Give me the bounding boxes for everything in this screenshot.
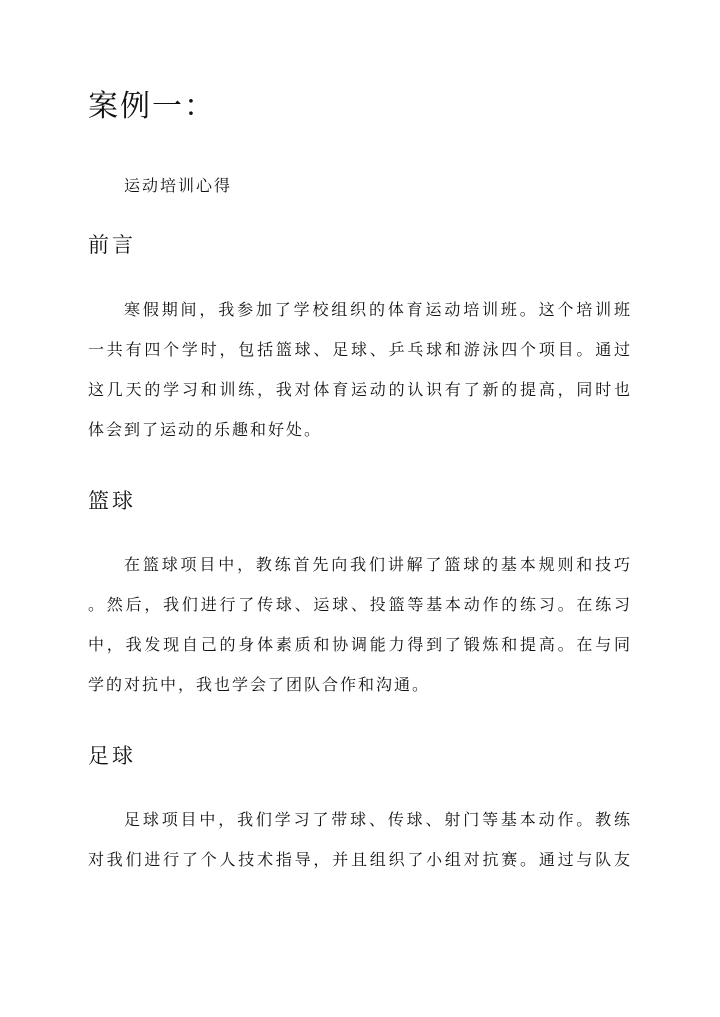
paragraph-line: 一共有四个学时，包括篮球、足球、乒乓球和游泳四个项目。通过 bbox=[88, 340, 630, 359]
paragraph-preface bbox=[88, 290, 630, 450]
paragraph-line: 足球项目中，我们学习了带球、传球、射门等基本动作。教练 bbox=[124, 810, 630, 829]
page-title: 案例一： bbox=[88, 89, 216, 124]
paragraph-line: 体会到了运动的乐趣和好处。 bbox=[88, 420, 323, 439]
section-heading-preface: 前言 bbox=[88, 233, 136, 257]
paragraph-line: 在篮球项目中，教练首先向我们讲解了篮球的基本规则和技巧 bbox=[124, 555, 630, 574]
paragraph-line: 。然后，我们进行了传球、运球、投篮等基本动作的练习。在练习 bbox=[88, 595, 630, 614]
paragraph-line: 这几天的学习和训练，我对体育运动的认识有了新的提高，同时也 bbox=[88, 380, 630, 399]
paragraph-basketball bbox=[88, 545, 630, 705]
document-subtitle: 运动培训心得 bbox=[124, 176, 233, 195]
paragraph-line: 中，我发现自己的身体素质和协调能力得到了锻炼和提高。在与同 bbox=[88, 635, 630, 654]
paragraph-line: 寒假期间，我参加了学校组织的体育运动培训班。这个培训班 bbox=[124, 300, 630, 319]
paragraph-line: 学的对抗中，我也学会了团队合作和沟通。 bbox=[88, 675, 431, 694]
paragraph-line: 对我们进行了个人技术指导，并且组织了小组对抗赛。通过与队友 bbox=[88, 850, 630, 869]
section-heading-football: 足球 bbox=[88, 744, 136, 768]
paragraph-football bbox=[88, 800, 630, 880]
section-heading-basketball: 篮球 bbox=[88, 489, 136, 513]
